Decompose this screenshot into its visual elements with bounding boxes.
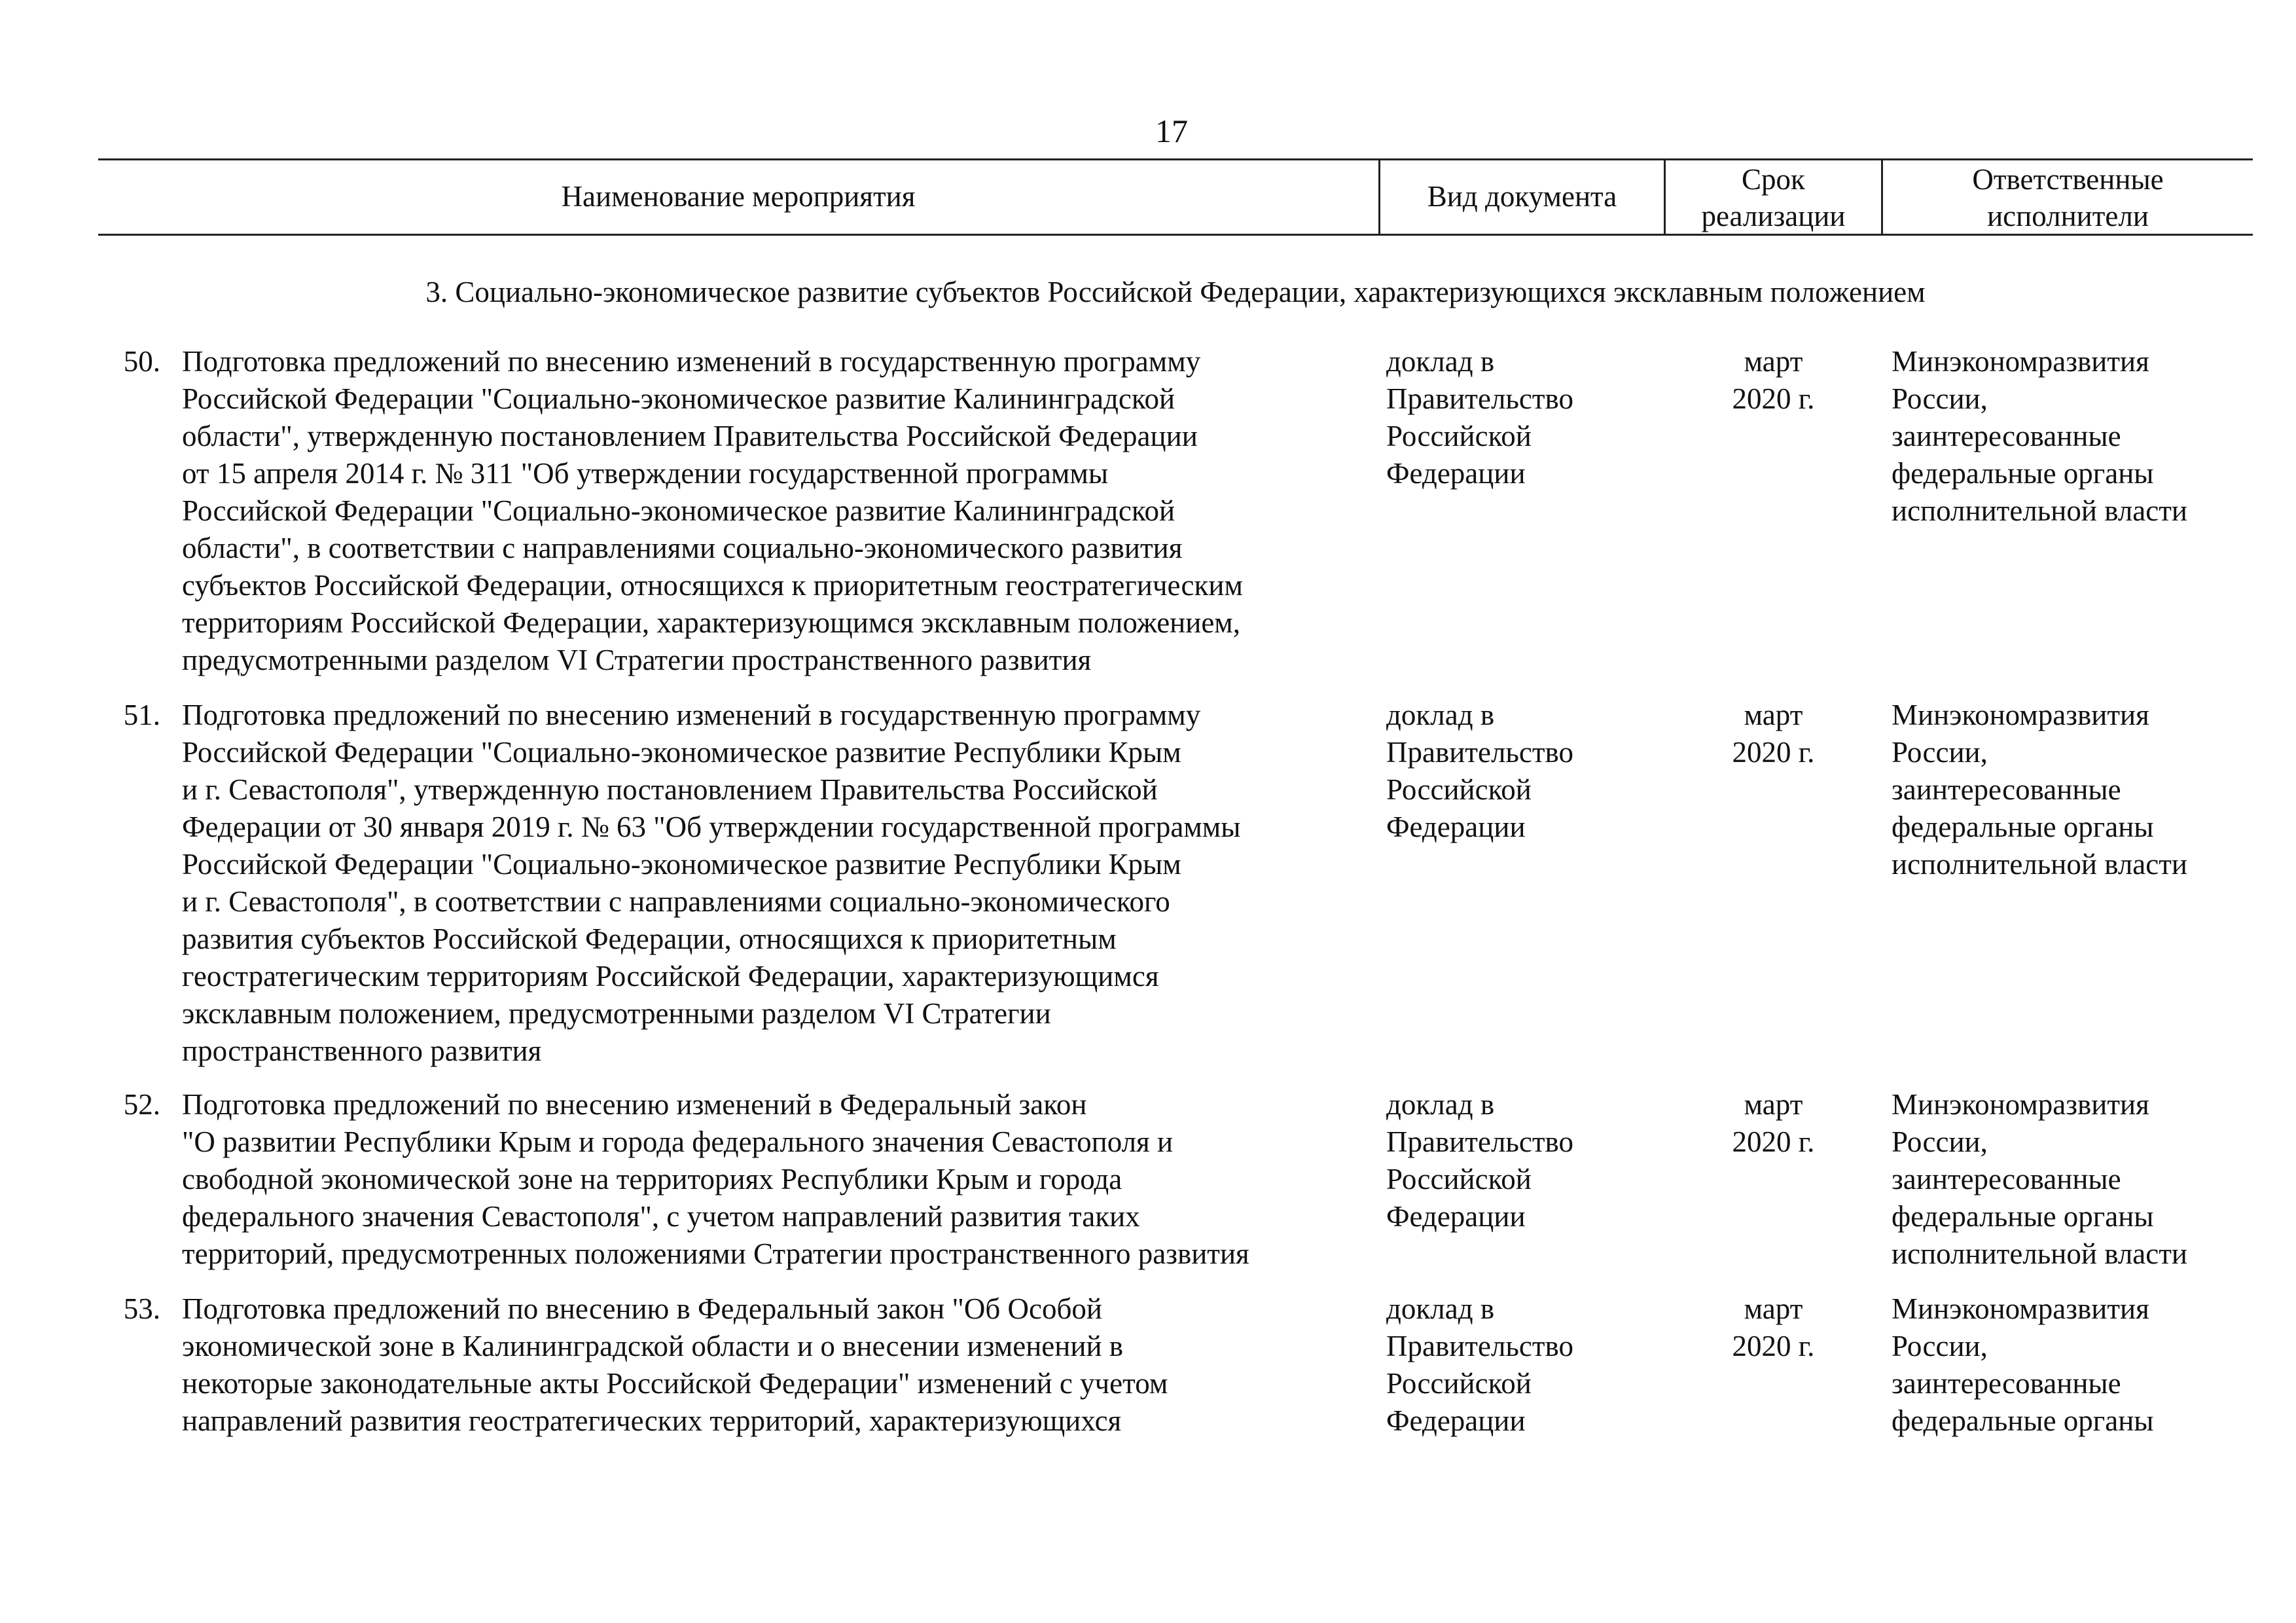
row-term-line: март	[1744, 1088, 1803, 1121]
row-number: 52.	[123, 1088, 160, 1121]
row-responsible-line: Минэкономразвития	[1892, 699, 2149, 731]
row-name-line: субъектов Российской Федерации, относящихся к приоритетным геостратегическим	[182, 569, 1243, 602]
row-name-line: эксклавным положением, предусмотренными разделом VI Стратегии	[182, 997, 1051, 1030]
row-name-line: предусмотренными разделом VI Стратегии пространственного развития	[182, 644, 1092, 676]
row-name	[182, 1290, 1367, 1440]
row-term	[1666, 1086, 1881, 1161]
row-doc-type-line: Федерации	[1386, 1200, 1526, 1233]
row-doc-type	[1386, 697, 1655, 846]
row-name-line: экономической зоне в Калининградской области и о внесении изменений в	[182, 1330, 1124, 1362]
row-responsible-line: федеральные органы	[1892, 1404, 2154, 1437]
row-responsible-line: России,	[1892, 382, 1988, 415]
row-term-line: март	[1744, 699, 1803, 731]
row-responsible-line: федеральные органы	[1892, 811, 2154, 843]
row-name-line: и г. Севастополя", утвержденную постановлением Правительства Российской	[182, 773, 1158, 806]
row-doc-type-line: Российской	[1386, 773, 1532, 806]
row-term-line: март	[1744, 345, 1803, 378]
header-term	[1666, 161, 1881, 234]
row-doc-type-line: доклад в	[1386, 345, 1495, 378]
row-name-line: Федерации от 30 января 2019 г. № 63 "Об утверждении государственной программы	[182, 811, 1241, 843]
row-term	[1666, 343, 1881, 418]
row-doc-type-line: Правительство	[1386, 1125, 1573, 1158]
row-term	[1666, 1290, 1881, 1365]
row-responsible	[1892, 1086, 2253, 1273]
header-responsible-line: Ответственные	[1972, 163, 2164, 196]
header-doc-type: Вид документа	[1427, 180, 1617, 213]
row-name-line: Подготовка предложений по внесению изменений в государственную программу	[182, 345, 1201, 378]
row-doc-type	[1386, 1290, 1655, 1440]
row-doc-type-line: Федерации	[1386, 457, 1526, 490]
row-responsible-line: заинтересованные	[1892, 1367, 2121, 1400]
row-responsible-line: Минэкономразвития	[1892, 345, 2149, 378]
row-responsible-line: исполнительной власти	[1892, 494, 2187, 527]
row-term-line: 2020 г.	[1732, 1330, 1815, 1362]
row-responsible	[1892, 697, 2253, 883]
row-doc-type-line: доклад в	[1386, 1088, 1495, 1121]
row-responsible-line: Минэкономразвития	[1892, 1088, 2149, 1121]
row-name-line: направлений развития геостратегических территорий, характеризующихся	[182, 1404, 1122, 1437]
row-doc-type-line: Правительство	[1386, 1330, 1573, 1362]
header-term-line: Срок	[1742, 163, 1805, 196]
row-name-line: Подготовка предложений по внесению изменений в Федеральный закон	[182, 1088, 1087, 1121]
row-name-line: геостратегическим территориям Российской Федерации, характеризующимся	[182, 960, 1159, 993]
row-responsible-line: заинтересованные	[1892, 773, 2121, 806]
row-doc-type-line: Правительство	[1386, 736, 1573, 769]
row-doc-type-line: Российской	[1386, 420, 1532, 452]
row-term-line: 2020 г.	[1732, 736, 1815, 769]
row-doc-type-line: Российской	[1386, 1367, 1532, 1400]
row-name-line: Российской Федерации "Социально-экономическое развитие Республики Крым	[182, 736, 1181, 769]
row-responsible-line: России,	[1892, 736, 1988, 769]
row-name-line: Подготовка предложений по внесению в Федеральный закон "Об Особой	[182, 1292, 1102, 1325]
header-responsible-line: исполнители	[1987, 200, 2149, 232]
row-name-line: "О развитии Республики Крым и города федерального значения Севастополя и	[182, 1125, 1174, 1158]
page-number: 17	[1155, 113, 1188, 149]
row-name	[182, 343, 1367, 679]
row-doc-type	[1386, 1086, 1655, 1235]
row-name-line: области", утвержденную постановлением Правительства Российской Федерации	[182, 420, 1198, 452]
row-doc-type-line: Федерации	[1386, 1404, 1526, 1437]
section-title: 3. Социально-экономическое развитие субъектов Российской Федерации, характеризующихся эксклавным положением	[425, 276, 1926, 308]
header-name: Наименование мероприятия	[561, 180, 916, 213]
row-name	[182, 1086, 1367, 1273]
row-responsible-line: России,	[1892, 1330, 1988, 1362]
row-name-line: территорий, предусмотренных положениями Стратегии пространственного развития	[182, 1237, 1249, 1270]
row-responsible-line: исполнительной власти	[1892, 1237, 2187, 1270]
row-name-line: территориям Российской Федерации, характеризующимся эксклавным положением,	[182, 606, 1241, 639]
row-number: 53.	[123, 1292, 160, 1325]
row-responsible-line: федеральные органы	[1892, 1200, 2154, 1233]
row-name-line: свободной экономической зоне на территориях Республики Крым и города	[182, 1163, 1122, 1195]
row-term-line: март	[1744, 1292, 1803, 1325]
row-responsible-line: заинтересованные	[1892, 420, 2121, 452]
row-term-line: 2020 г.	[1732, 382, 1815, 415]
row-doc-type-line: доклад в	[1386, 1292, 1495, 1325]
row-term-line: 2020 г.	[1732, 1125, 1815, 1158]
row-doc-type-line: Российской	[1386, 1163, 1532, 1195]
row-name-line: и г. Севастополя", в соответствии с направлениями социально-экономического	[182, 885, 1170, 918]
header-top-rule	[98, 158, 2253, 160]
row-term	[1666, 697, 1881, 771]
row-responsible	[1892, 343, 2253, 530]
row-responsible-line: Минэкономразвития	[1892, 1292, 2149, 1325]
row-name-line: федерального значения Севастополя", с учетом направлений развития таких	[182, 1200, 1140, 1233]
row-responsible-line: России,	[1892, 1125, 1988, 1158]
row-doc-type	[1386, 343, 1655, 492]
row-doc-type-line: Федерации	[1386, 811, 1526, 843]
header-term-line: реализации	[1701, 200, 1846, 232]
row-number: 50.	[123, 345, 160, 378]
row-name	[182, 697, 1367, 1070]
row-name-line: Российской Федерации "Социально-экономическое развитие Калининградской	[182, 494, 1175, 527]
row-responsible-line: исполнительной власти	[1892, 848, 2187, 881]
row-name-line: Российской Федерации "Социально-экономическое развитие Республики Крым	[182, 848, 1181, 881]
row-name-line: некоторые законодательные акты Российской Федерации" изменений с учетом	[182, 1367, 1168, 1400]
row-doc-type-line: Правительство	[1386, 382, 1573, 415]
row-number: 51.	[123, 699, 160, 731]
row-name-line: Российской Федерации "Социально-экономическое развитие Калининградской	[182, 382, 1175, 415]
row-name-line: развития субъектов Российской Федерации, относящихся к приоритетным	[182, 922, 1117, 955]
row-name-line: пространственного развития	[182, 1034, 542, 1067]
row-responsible-line: заинтересованные	[1892, 1163, 2121, 1195]
header-responsible	[1883, 161, 2253, 234]
row-name-line: области", в соответствии с направлениями социально-экономического развития	[182, 532, 1183, 564]
row-name-line: Подготовка предложений по внесению изменений в государственную программу	[182, 699, 1201, 731]
row-responsible-line: федеральные органы	[1892, 457, 2154, 490]
row-name-line: от 15 апреля 2014 г. № 311 "Об утверждении государственной программы	[182, 457, 1109, 490]
row-responsible	[1892, 1290, 2253, 1440]
row-doc-type-line: доклад в	[1386, 699, 1495, 731]
